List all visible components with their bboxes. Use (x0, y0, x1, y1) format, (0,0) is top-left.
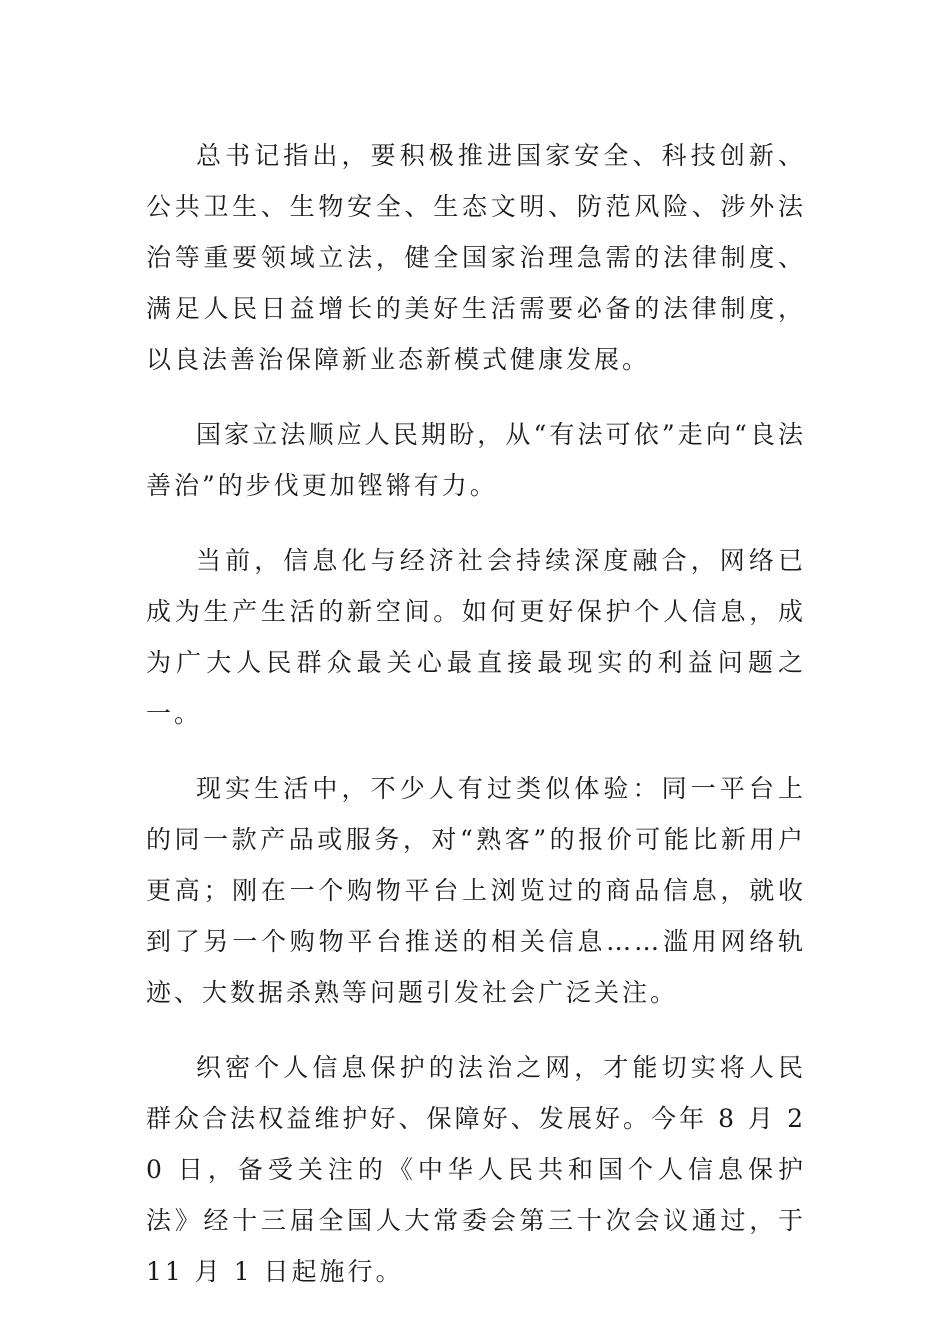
paragraph: 织密个人信息保护的法治之网，才能切实将人民群众合法权益维护好、保障好、发展好。今年 8 月 20 日，备受关注的《中华人民共和国个人信息保护法》经十三届全国人大常委会第三十次会议通过，于 11 月 1 日起施行。 (146, 1053, 806, 1286)
paragraph: 国家立法顺应人民期盼，从“有法可依”走向“良法善治”的步伐更加铿锵有力。 (146, 420, 806, 500)
document-body (146, 130, 806, 1297)
paragraph: 当前，信息化与经济社会持续深度融合，网络已成为生产生活的新空间。如何更好保护个人信息，成为广大人民群众最关心最直接最现实的利益问题之一。 (146, 546, 806, 728)
paragraph: 总书记指出，要积极推进国家安全、科技创新、公共卫生、生物安全、生态文明、防范风险、涉外法治等重要领域立法，健全国家治理急需的法律制度、满足人民日益增长的美好生活需要必备的法律制度，以良法善治保障新业态新模式健康发展。 (146, 141, 806, 374)
paragraph: 现实生活中，不少人有过类似体验：同一平台上的同一款产品或服务，对“熟客”的报价可能比新用户更高；刚在一个购物平台上浏览过的商品信息，就收到了另一个购物平台推送的相关信息……滥用网络轨迹、大数据杀熟等问题引发社会广泛关注。 (146, 774, 806, 1007)
